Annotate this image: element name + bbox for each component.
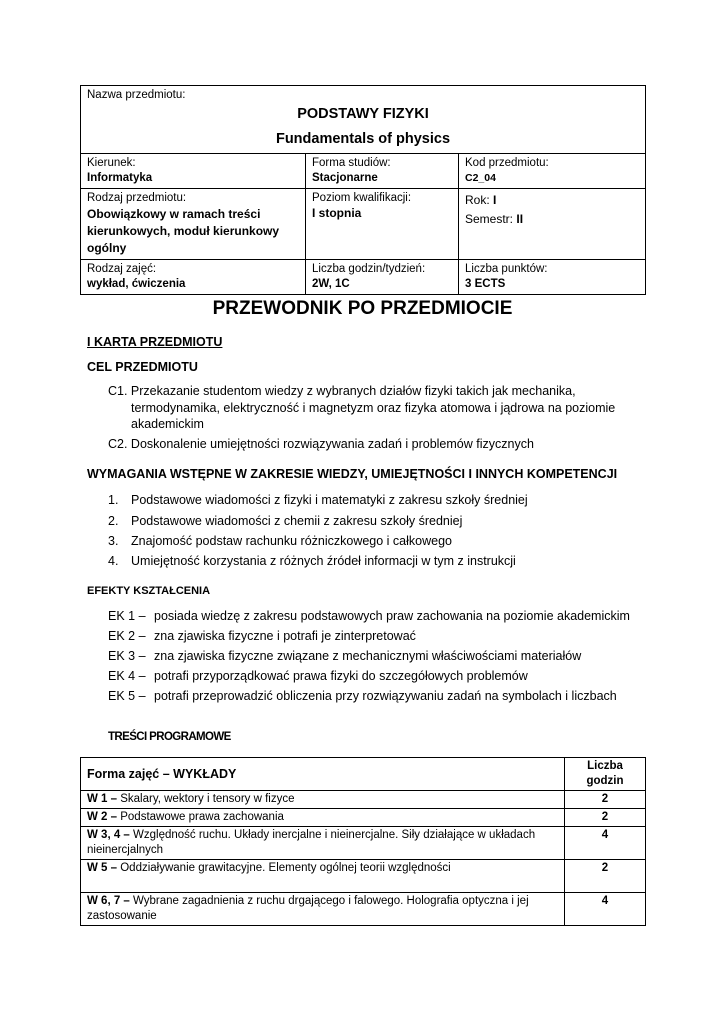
wymaganie-text: Umiejętność korzystania z różnych źródeł informacji w tym z instrukcji	[131, 554, 516, 568]
efekt-code: EK 1 –	[108, 609, 146, 623]
kierunek-value: Informatyka	[87, 172, 153, 184]
program-code: W 1 –	[87, 793, 118, 805]
subject-cell	[81, 86, 646, 154]
program-topic	[81, 860, 565, 893]
wymaganie-num: 4.	[108, 554, 119, 568]
program-code: W 5 –	[87, 862, 118, 874]
table-row	[81, 809, 646, 827]
kierunek-cell	[81, 154, 306, 189]
program-topic	[81, 791, 565, 809]
zajecia-value: wykład, ćwiczenia	[87, 278, 186, 290]
wymaganie-text: Znajomość podstaw rachunku różniczkowego i całkowego	[131, 534, 452, 548]
main-title: PRZEWODNIK PO PRZEDMIOCIE	[212, 298, 513, 319]
efekt-text: zna zjawiska fizyczne związane z mechanicznymi właściwościami materiałów	[154, 649, 582, 663]
punkty-cell	[459, 260, 646, 295]
punkty-value: 3 ECTS	[465, 278, 506, 290]
godziny-value: 2W, 1C	[312, 278, 350, 290]
program-header-liczba-1: Liczba	[587, 760, 623, 772]
program-topic	[81, 893, 565, 926]
karta-heading: I KARTA PRZEDMIOTU	[87, 335, 223, 349]
table-row	[81, 860, 646, 893]
cel-c1-line3: akademickim	[131, 417, 204, 431]
program-header-liczba-2: godzin	[586, 775, 624, 787]
program-code: W 3, 4 –	[87, 829, 130, 841]
rok-value: I	[493, 193, 497, 207]
program-text: Podstawowe prawa zachowania	[117, 811, 284, 823]
godziny-cell	[306, 260, 459, 295]
poziom-label: Poziom kwalifikacji:	[312, 192, 412, 204]
program-text: Oddziaływanie grawitacyjne. Elementy ogólnej teorii względności	[117, 862, 451, 874]
kod-label: Kod przedmiotu:	[465, 157, 549, 169]
kierunek-label: Kierunek:	[87, 157, 136, 169]
program-code: W 6, 7 –	[87, 895, 130, 907]
punkty-label: Liczba punktów:	[465, 263, 548, 275]
subject-title-pl: PODSTAWY FIZYKI	[297, 106, 429, 122]
forma-cell	[306, 154, 459, 189]
zajecia-cell	[81, 260, 306, 295]
subject-label: Nazwa przedmiotu:	[87, 89, 186, 101]
semestr-label: Semestr:	[465, 212, 517, 226]
efekt-code: EK 4 –	[108, 669, 146, 683]
godziny-label: Liczba godzin/tydzień:	[312, 263, 426, 275]
rok-line	[465, 191, 639, 210]
table-row	[81, 893, 646, 926]
course-info-table	[80, 85, 646, 295]
program-hours: 2	[565, 860, 646, 893]
table-row	[81, 791, 646, 809]
poziom-cell	[306, 189, 459, 260]
rodzaj-value: Obowiązkowy w ramach treści kierunkowych, moduł kierunkowy ogólny	[87, 207, 280, 255]
rok-label: Rok:	[465, 193, 494, 207]
cel-c2: C2. Doskonalenie umiejętności rozwiązywania zadań i problemów fizycznych	[108, 437, 534, 451]
program-table	[80, 757, 646, 926]
semestr-line	[465, 210, 639, 229]
efekt-code: EK 5 –	[108, 689, 146, 703]
program-hours: 4	[565, 893, 646, 926]
cel-c1-line1: C1. Przekazanie studentom wiedzy z wybranych działów fizyki takich jak mechanika,	[108, 384, 576, 398]
zajecia-label: Rodzaj zajęć:	[87, 263, 157, 275]
semestr-value: II	[516, 212, 524, 226]
efekt-code: EK 2 –	[108, 629, 146, 643]
rodzaj-label: Rodzaj przedmiotu:	[87, 192, 187, 204]
program-hours: 2	[565, 809, 646, 827]
forma-label: Forma studiów:	[312, 157, 391, 169]
wymaganie-num: 2.	[108, 514, 119, 528]
program-text: Względność ruchu. Układy inercjalne i nieinercjalne. Siły działające w układach nieinercjalnych	[87, 829, 536, 856]
cel-c1-line2: termodynamika, elektryczność i magnetyzm oraz fizyka atomowa i jądrowa na poziomie	[131, 401, 616, 415]
efekt-text: zna zjawiska fizyczne i potrafi je zinterpretować	[154, 629, 416, 643]
forma-value: Stacjonarne	[312, 172, 378, 184]
kod-cell	[459, 154, 646, 189]
cel-heading: CEL PRZEDMIOTU	[87, 360, 198, 374]
wymagania-heading: WYMAGANIA WSTĘPNE W ZAKRESIE WIEDZY, UMIEJĘTNOŚCI I INNYCH KOMPETENCJI	[87, 467, 618, 481]
program-header-row	[81, 758, 646, 791]
efekty-heading: EFEKTY KSZTAŁCENIA	[87, 585, 211, 597]
efekt-code: EK 3 –	[108, 649, 146, 663]
kod-value: C2_04	[465, 172, 496, 184]
program-topic	[81, 809, 565, 827]
table-row	[81, 827, 646, 860]
subject-title-en: Fundamentals of physics	[275, 131, 451, 147]
program-code: W 2 –	[87, 811, 118, 823]
program-topic	[81, 827, 565, 860]
poziom-value: I stopnia	[312, 206, 362, 220]
program-hours: 4	[565, 827, 646, 860]
program-text: Wybrane zagadnienia z ruchu drgającego i falowego. Holografia optyczna i jej zastosowanie	[87, 895, 529, 922]
program-header-liczba	[565, 758, 646, 791]
wymaganie-num: 3.	[108, 534, 119, 548]
program-hours: 2	[565, 791, 646, 809]
wymaganie-text: Podstawowe wiadomości z chemii z zakresu szkoły średniej	[131, 514, 463, 528]
efekt-text: posiada wiedzę z zakresu podstawowych praw zachowania na poziomie akademickim	[154, 609, 630, 623]
efekt-text: potrafi przeprowadzić obliczenia przy rozwiązywaniu zadań na symbolach i liczbach	[154, 689, 617, 703]
wymaganie-text: Podstawowe wiadomości z fizyki i matematyki z zakresu szkoły średniej	[131, 493, 528, 507]
rodzaj-cell	[81, 189, 306, 260]
program-header-forma: Forma zajęć – WYKŁADY	[81, 758, 565, 791]
program-text: Skalary, wektory i tensory w fizyce	[117, 793, 295, 805]
rok-cell	[459, 189, 646, 260]
efekt-text: potrafi przyporządkować prawa fizyki do szczegółowych problemów	[154, 669, 528, 683]
wymaganie-num: 1.	[108, 493, 119, 507]
tresci-heading: TREŚCI PROGRAMOWE	[108, 731, 231, 743]
